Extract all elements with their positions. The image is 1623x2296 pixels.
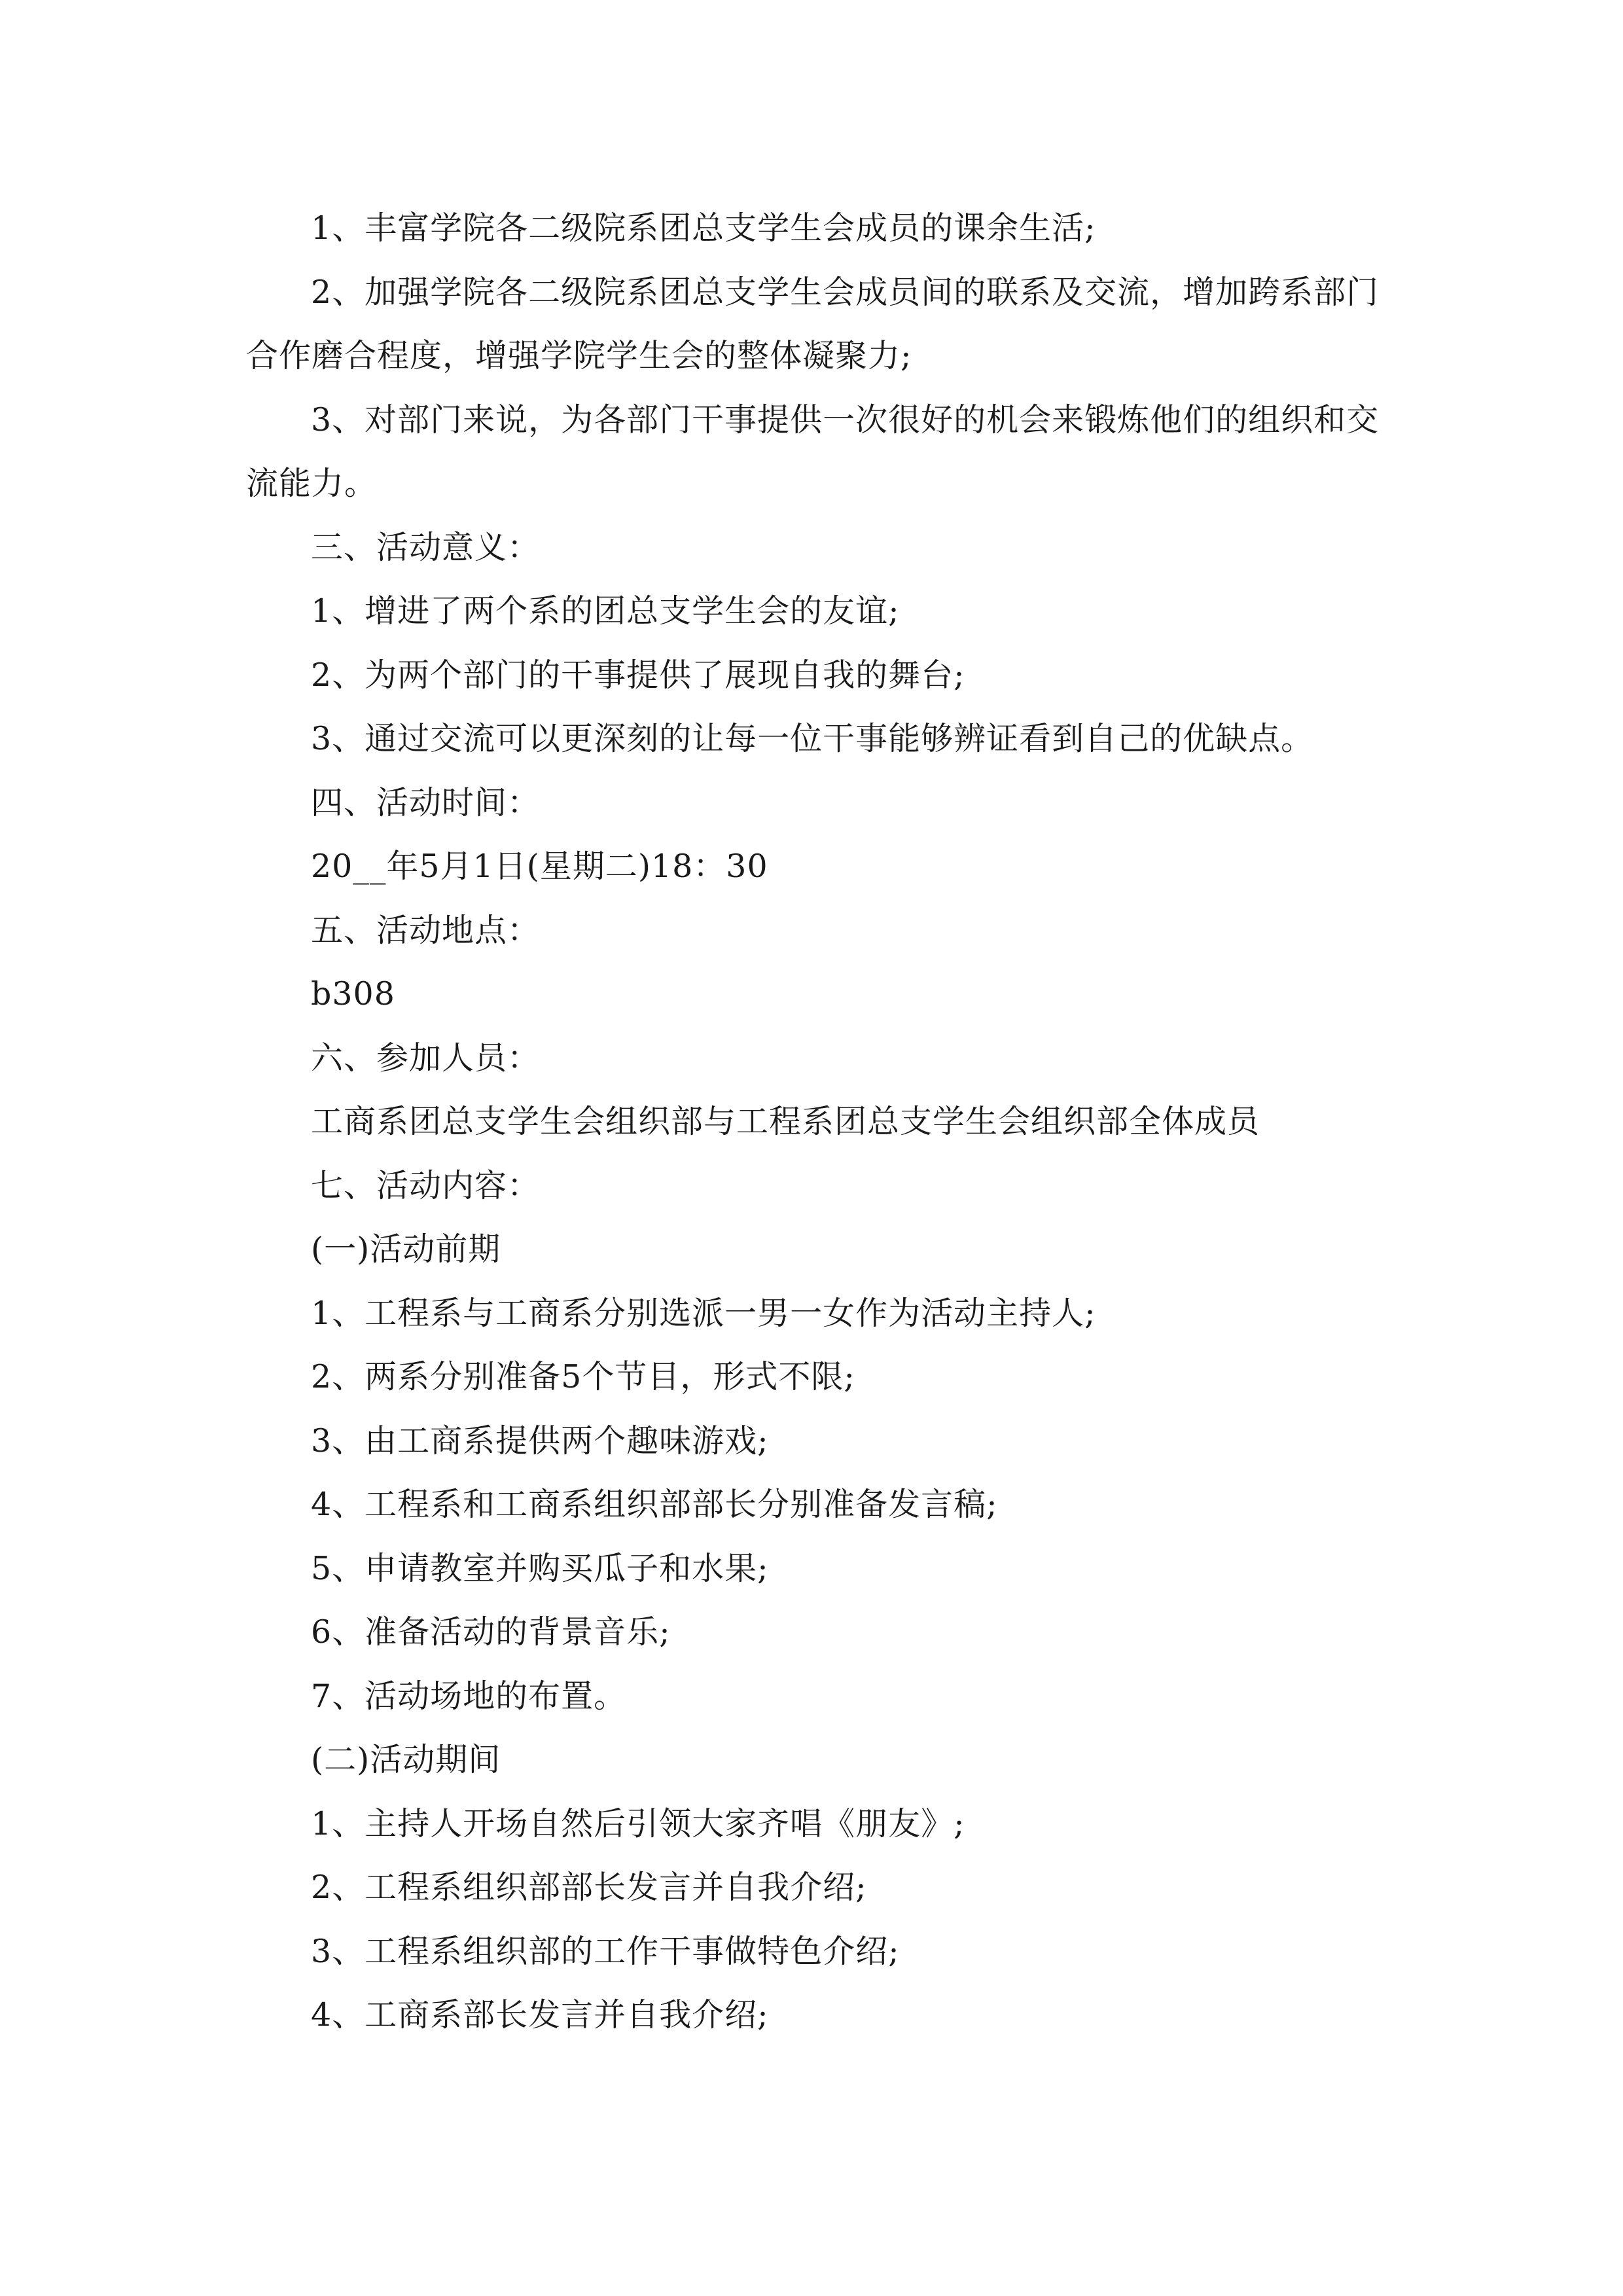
paragraph: 2、两系分别准备5个节目，形式不限; [311,1358,855,1395]
paragraph: 6、准备活动的背景音乐; [311,1613,671,1651]
section-heading: 六、参加人员： [311,1039,541,1077]
paragraph: 3、工程系组织部的工作干事做特色介绍; [311,1932,900,1970]
section-heading: 七、活动内容： [311,1166,541,1204]
paragraph: 7、活动场地的布置。 [311,1677,627,1715]
section-heading: 三、活动意义： [311,528,541,566]
subsection-heading: (二)活动期间 [311,1741,501,1778]
paragraph: 2、为两个部门的干事提供了展现自我的舞台; [311,656,965,694]
paragraph: 4、工商系部长发言并自我介绍; [311,1996,769,2034]
paragraph: 3、对部门来说，为各部门干事提供一次很好的机会来锻炼他们的组织和交流能力。 [246,401,1380,502]
paragraph: 5、申请教室并购买瓜子和水果; [311,1549,769,1587]
paragraph: 2、加强学院各二级院系团总支学生会成员间的联系及交流，增加跨系部门合作磨合程度，增强学院学生会的整体凝聚力; [246,273,1380,374]
document-body [246,196,1385,2047]
paragraph: 2、工程系组织部部长发言并自我介绍; [311,1869,867,1906]
paragraph: 1、工程系与工商系分别选派一男一女作为活动主持人; [311,1294,1096,1332]
paragraph: 1、主持人开场自然后引领大家齐唱《朋友》; [311,1804,965,1842]
subsection-heading: (一)活动前期 [311,1230,501,1268]
paragraph: 工商系团总支学生会组织部与工程系团总支学生会组织部全体成员 [311,1103,1260,1140]
paragraph: b308 [311,975,395,1013]
paragraph: 3、由工商系提供两个趣味游戏; [311,1422,769,1460]
paragraph: 4、工程系和工商系组织部部长分别准备发言稿; [311,1486,998,1523]
paragraph: 3、通过交流可以更深刻的让每一位干事能够辨证看到自己的优缺点。 [311,720,1314,757]
paragraph: 1、丰富学院各二级院系团总支学生会成员的课余生活; [311,209,1096,247]
paragraph: 1、增进了两个系的团总支学生会的友谊; [311,592,900,630]
section-heading: 五、活动地点： [311,911,541,949]
section-heading: 四、活动时间： [311,783,541,821]
paragraph: 20__年5月1日(星期二)18：30 [311,848,768,885]
